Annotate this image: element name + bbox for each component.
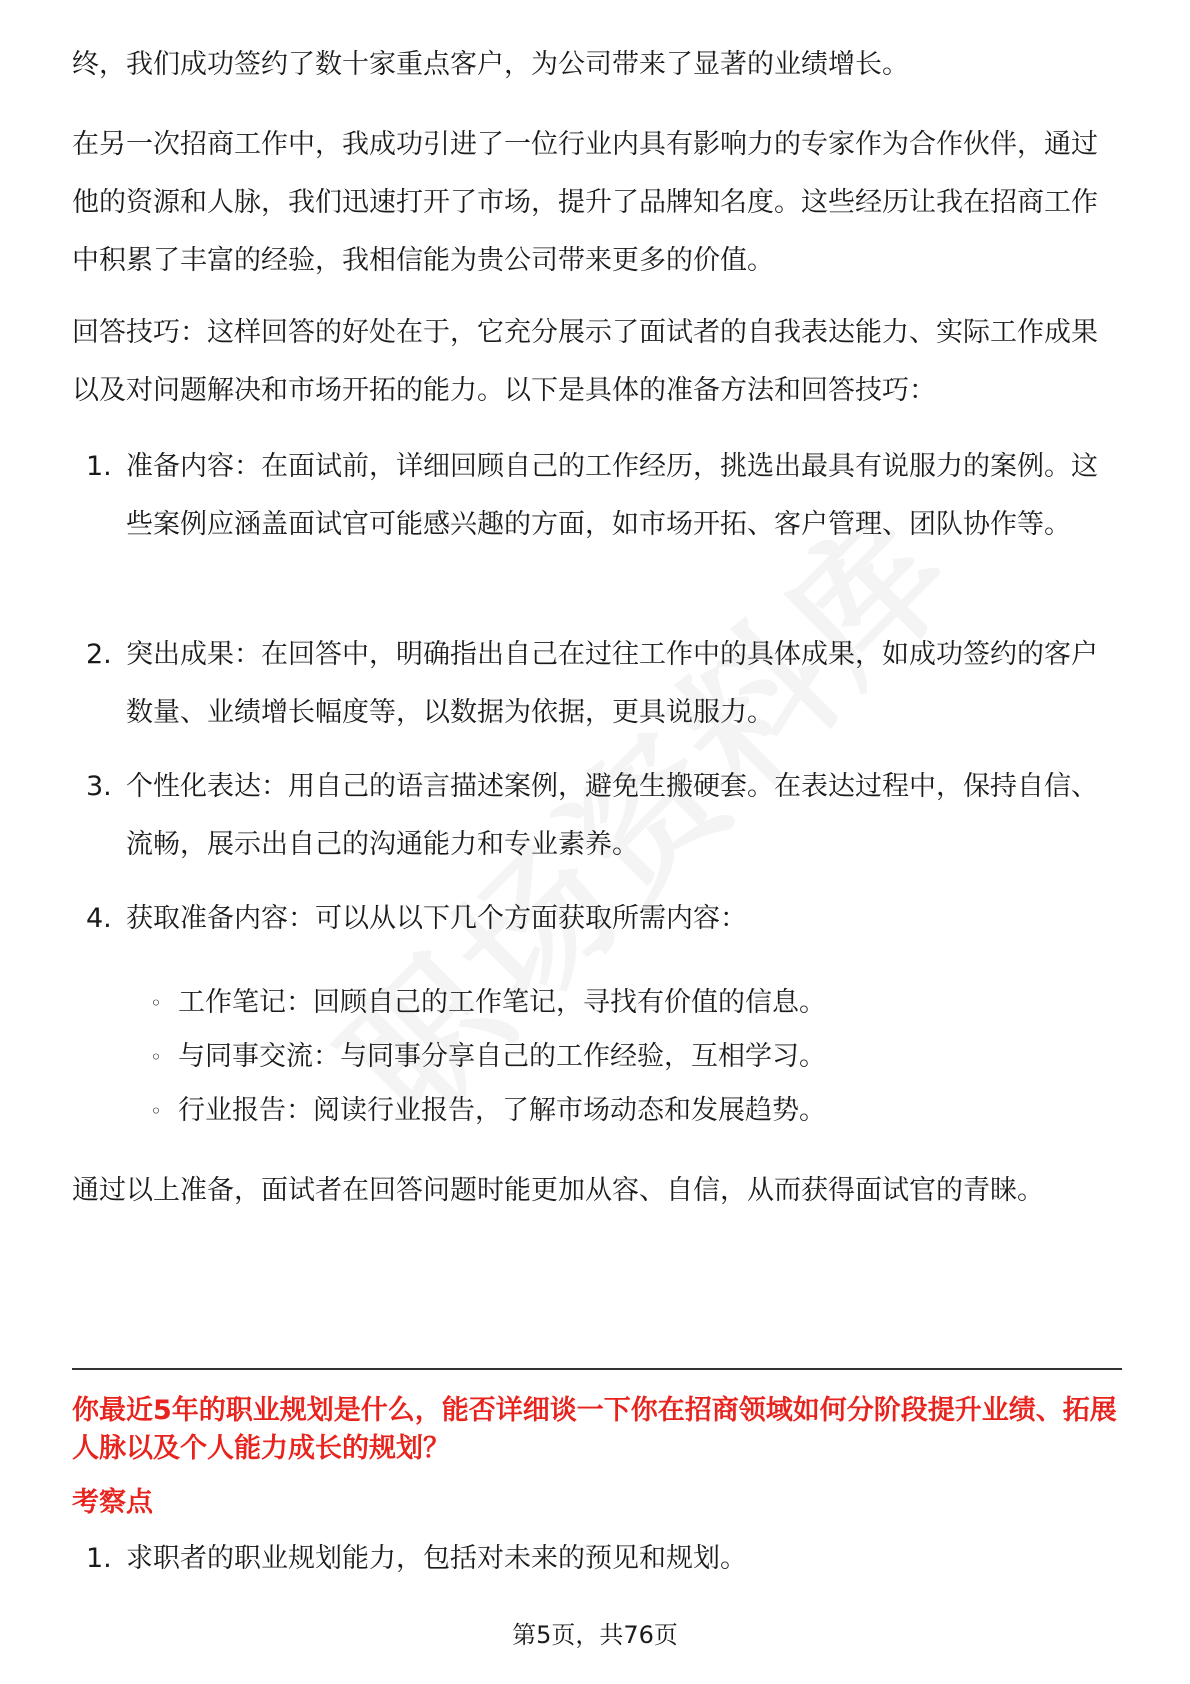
section-heading: 考察点	[72, 1487, 153, 1518]
paragraph-conclusion: 通过以上准备，面试者在回答问题时能更加从容、自信，从而获得面试官的青睐。	[72, 1175, 1044, 1206]
list-number: 3.	[86, 771, 112, 802]
list-item-personal-expression: 个性化表达：用自己的语言描述案例，避免生搬硬套。在表达过程中，保持自信、流畅，展示出自己的沟通能力和专业素养。	[126, 771, 1098, 860]
paragraph-experience: 在另一次招商工作中，我成功引进了一位行业内具有影响力的专家作为合作伙伴，通过他的资源和人脉，我们迅速打开了市场，提升了品牌知名度。这些经历让我在招商工作中积累了丰富的经验，我相信能为贵公司带来更多的价值。	[72, 129, 1098, 276]
paragraph-answer-tips: 回答技巧：这样回答的好处在于，它充分展示了面试者的自我表达能力、实际工作成果以及对问题解决和市场开拓的能力。以下是具体的准备方法和回答技巧：	[72, 317, 1098, 406]
sub-bullet-icon: ◦	[150, 1099, 162, 1123]
list-item-obtain-content: 获取准备内容：可以从以下几个方面获取所需内容：	[126, 903, 747, 934]
section-divider	[72, 1368, 1122, 1370]
sub-item-colleague-exchange: 与同事交流：与同事分享自己的工作经验，互相学习。	[178, 1041, 826, 1072]
sub-item-industry-report: 行业报告：阅读行业报告，了解市场动态和发展趋势。	[178, 1095, 826, 1126]
sub-bullet-icon: ◦	[150, 1045, 162, 1069]
list-number: 2.	[86, 639, 112, 670]
interview-question: 你最近5年的职业规划是什么，能否详细谈一下你在招商领域如何分阶段提升业绩、拓展人脉以及个人能力成长的规划？	[72, 1395, 1117, 1464]
list-item-prepare-content: 准备内容：在面试前，详细回顾自己的工作经历，挑选出最具有说服力的案例。这些案例应涵盖面试官可能感兴趣的方面，如市场开拓、客户管理、团队协作等。	[126, 451, 1098, 540]
list-item-assessment-point: 求职者的职业规划能力，包括对未来的预见和规划。	[126, 1543, 747, 1574]
page-number: 第5页，共76页	[512, 1621, 678, 1649]
list-number: 4.	[86, 903, 112, 934]
list-number: 1.	[86, 451, 112, 482]
list-item-highlight-results: 突出成果：在回答中，明确指出自己在过往工作中的具体成果，如成功签约的客户数量、业绩增长幅度等，以数据为依据，更具说服力。	[126, 639, 1098, 728]
paragraph-continuation: 终，我们成功签约了数十家重点客户，为公司带来了显著的业绩增长。	[72, 49, 909, 80]
list-number: 1.	[86, 1543, 112, 1574]
sub-item-work-notes: 工作笔记：回顾自己的工作笔记，寻找有价值的信息。	[178, 987, 826, 1018]
sub-bullet-icon: ◦	[150, 991, 162, 1015]
